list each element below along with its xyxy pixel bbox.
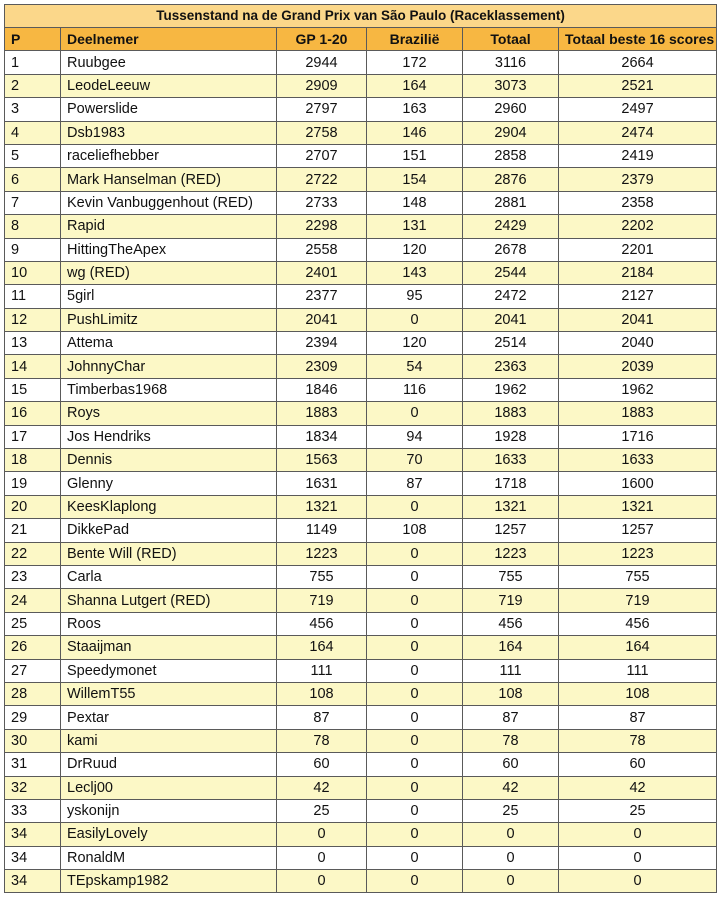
cell-best-16: 2041 [559,308,717,331]
header-position: P [5,28,61,51]
cell-best-16: 2127 [559,285,717,308]
cell-participant: TEpskamp1982 [61,870,277,893]
cell-total: 755 [463,565,559,588]
cell-total: 2544 [463,261,559,284]
cell-position: 14 [5,355,61,378]
cell-gp-1-20: 456 [277,612,367,635]
cell-position: 13 [5,332,61,355]
cell-position: 16 [5,402,61,425]
table-row [5,823,717,846]
cell-position: 26 [5,636,61,659]
header-participant: Deelnemer [61,28,277,51]
cell-total: 0 [463,846,559,869]
cell-total: 3116 [463,51,559,74]
cell-total: 42 [463,776,559,799]
cell-position: 1 [5,51,61,74]
cell-gp-1-20: 1563 [277,449,367,472]
cell-participant: LeodeLeeuw [61,74,277,97]
cell-position: 23 [5,565,61,588]
cell-gp-1-20: 1846 [277,378,367,401]
cell-participant: Staaijman [61,636,277,659]
cell-position: 29 [5,706,61,729]
table-row [5,191,717,214]
cell-position: 6 [5,168,61,191]
cell-gp-1-20: 2377 [277,285,367,308]
table-row [5,402,717,425]
cell-total: 0 [463,870,559,893]
cell-best-16: 456 [559,612,717,635]
cell-brazil: 0 [367,799,463,822]
cell-brazil: 0 [367,870,463,893]
table-row [5,636,717,659]
cell-best-16: 78 [559,729,717,752]
cell-participant: raceliefhebber [61,144,277,167]
cell-gp-1-20: 111 [277,659,367,682]
cell-best-16: 1716 [559,425,717,448]
cell-total: 1257 [463,519,559,542]
table-row [5,870,717,893]
cell-gp-1-20: 42 [277,776,367,799]
table-row [5,332,717,355]
cell-total: 87 [463,706,559,729]
cell-gp-1-20: 2909 [277,74,367,97]
table-row [5,706,717,729]
header-row [5,28,717,51]
cell-participant: HittingTheApex [61,238,277,261]
cell-brazil: 0 [367,659,463,682]
cell-brazil: 0 [367,402,463,425]
title-row [5,5,717,28]
cell-gp-1-20: 0 [277,870,367,893]
cell-best-16: 2379 [559,168,717,191]
cell-best-16: 108 [559,682,717,705]
cell-gp-1-20: 1631 [277,472,367,495]
table-row [5,168,717,191]
cell-brazil: 87 [367,472,463,495]
cell-best-16: 1633 [559,449,717,472]
cell-best-16: 2521 [559,74,717,97]
cell-participant: KeesKlaplong [61,495,277,518]
cell-total: 164 [463,636,559,659]
table-row [5,776,717,799]
cell-brazil: 0 [367,753,463,776]
cell-participant: RonaldM [61,846,277,869]
cell-brazil: 116 [367,378,463,401]
cell-position: 19 [5,472,61,495]
cell-position: 34 [5,823,61,846]
table-row [5,51,717,74]
cell-gp-1-20: 0 [277,846,367,869]
header-brazil: Brazilië [367,28,463,51]
table-row [5,753,717,776]
cell-brazil: 0 [367,589,463,612]
cell-participant: Speedymonet [61,659,277,682]
cell-gp-1-20: 2309 [277,355,367,378]
cell-brazil: 146 [367,121,463,144]
table-row [5,285,717,308]
cell-total: 1718 [463,472,559,495]
cell-brazil: 108 [367,519,463,542]
table-row [5,144,717,167]
cell-participant: Dsb1983 [61,121,277,144]
cell-best-16: 0 [559,823,717,846]
table-row [5,846,717,869]
cell-total: 2881 [463,191,559,214]
table-row [5,98,717,121]
table-row [5,449,717,472]
cell-brazil: 0 [367,565,463,588]
cell-participant: Ruubgee [61,51,277,74]
cell-brazil: 54 [367,355,463,378]
cell-participant: WillemT55 [61,682,277,705]
cell-position: 33 [5,799,61,822]
cell-brazil: 131 [367,215,463,238]
cell-total: 25 [463,799,559,822]
cell-participant: JohnnyChar [61,355,277,378]
cell-gp-1-20: 2394 [277,332,367,355]
standings-table [4,4,717,893]
cell-position: 27 [5,659,61,682]
cell-best-16: 111 [559,659,717,682]
cell-position: 21 [5,519,61,542]
cell-position: 30 [5,729,61,752]
cell-total: 2678 [463,238,559,261]
cell-brazil: 0 [367,682,463,705]
cell-best-16: 1223 [559,542,717,565]
cell-position: 8 [5,215,61,238]
cell-gp-1-20: 2758 [277,121,367,144]
cell-best-16: 164 [559,636,717,659]
cell-best-16: 1321 [559,495,717,518]
table-row [5,261,717,284]
cell-gp-1-20: 2797 [277,98,367,121]
cell-participant: DikkePad [61,519,277,542]
cell-total: 78 [463,729,559,752]
cell-best-16: 0 [559,870,717,893]
cell-participant: 5girl [61,285,277,308]
cell-position: 20 [5,495,61,518]
cell-gp-1-20: 2558 [277,238,367,261]
cell-position: 9 [5,238,61,261]
cell-position: 24 [5,589,61,612]
cell-brazil: 0 [367,542,463,565]
cell-brazil: 95 [367,285,463,308]
cell-total: 2472 [463,285,559,308]
cell-position: 5 [5,144,61,167]
cell-gp-1-20: 1149 [277,519,367,542]
cell-position: 2 [5,74,61,97]
cell-participant: Rapid [61,215,277,238]
table-row [5,799,717,822]
cell-total: 2960 [463,98,559,121]
cell-total: 2904 [463,121,559,144]
cell-gp-1-20: 164 [277,636,367,659]
cell-position: 18 [5,449,61,472]
cell-participant: Pextar [61,706,277,729]
cell-best-16: 2497 [559,98,717,121]
cell-total: 3073 [463,74,559,97]
cell-position: 17 [5,425,61,448]
cell-best-16: 25 [559,799,717,822]
cell-brazil: 0 [367,776,463,799]
cell-best-16: 2664 [559,51,717,74]
cell-total: 1633 [463,449,559,472]
cell-total: 60 [463,753,559,776]
cell-best-16: 755 [559,565,717,588]
cell-best-16: 1257 [559,519,717,542]
cell-best-16: 87 [559,706,717,729]
cell-gp-1-20: 2401 [277,261,367,284]
cell-best-16: 2202 [559,215,717,238]
cell-brazil: 0 [367,636,463,659]
header-total: Totaal [463,28,559,51]
cell-participant: Leclj00 [61,776,277,799]
table-row [5,612,717,635]
table-row [5,378,717,401]
header-best-16: Totaal beste 16 scores [559,28,717,51]
cell-gp-1-20: 1321 [277,495,367,518]
cell-total: 2514 [463,332,559,355]
cell-position: 12 [5,308,61,331]
header-gp-1-20: GP 1-20 [277,28,367,51]
cell-participant: Jos Hendriks [61,425,277,448]
cell-brazil: 172 [367,51,463,74]
table-row [5,472,717,495]
table-row [5,215,717,238]
cell-participant: yskonijn [61,799,277,822]
cell-brazil: 120 [367,332,463,355]
cell-participant: Attema [61,332,277,355]
cell-best-16: 42 [559,776,717,799]
cell-total: 456 [463,612,559,635]
table-row [5,565,717,588]
cell-position: 7 [5,191,61,214]
cell-total: 2041 [463,308,559,331]
cell-gp-1-20: 87 [277,706,367,729]
table-body [5,51,717,893]
cell-participant: Kevin Vanbuggenhout (RED) [61,191,277,214]
cell-participant: Glenny [61,472,277,495]
cell-total: 2876 [463,168,559,191]
cell-position: 3 [5,98,61,121]
cell-brazil: 0 [367,729,463,752]
table-row [5,425,717,448]
cell-gp-1-20: 719 [277,589,367,612]
cell-brazil: 151 [367,144,463,167]
table-row [5,355,717,378]
table-title: Tussenstand na de Grand Prix van São Paulo (Raceklassement) [5,5,717,28]
cell-brazil: 70 [367,449,463,472]
table-row [5,121,717,144]
cell-brazil: 0 [367,308,463,331]
cell-brazil: 0 [367,495,463,518]
cell-position: 25 [5,612,61,635]
cell-position: 22 [5,542,61,565]
cell-participant: wg (RED) [61,261,277,284]
cell-participant: Dennis [61,449,277,472]
cell-position: 11 [5,285,61,308]
cell-brazil: 0 [367,823,463,846]
cell-gp-1-20: 1883 [277,402,367,425]
cell-best-16: 2040 [559,332,717,355]
table-row [5,495,717,518]
cell-position: 34 [5,846,61,869]
cell-total: 1962 [463,378,559,401]
cell-gp-1-20: 2722 [277,168,367,191]
cell-best-16: 2419 [559,144,717,167]
table-row [5,729,717,752]
cell-total: 719 [463,589,559,612]
cell-participant: PushLimitz [61,308,277,331]
cell-total: 1321 [463,495,559,518]
cell-best-16: 2201 [559,238,717,261]
cell-participant: Powerslide [61,98,277,121]
cell-best-16: 60 [559,753,717,776]
cell-brazil: 94 [367,425,463,448]
cell-total: 1223 [463,542,559,565]
cell-gp-1-20: 60 [277,753,367,776]
cell-gp-1-20: 2944 [277,51,367,74]
cell-participant: Shanna Lutgert (RED) [61,589,277,612]
cell-gp-1-20: 1834 [277,425,367,448]
cell-participant: Bente Will (RED) [61,542,277,565]
cell-participant: Timberbas1968 [61,378,277,401]
cell-participant: Mark Hanselman (RED) [61,168,277,191]
cell-total: 2363 [463,355,559,378]
cell-best-16: 1600 [559,472,717,495]
table-row [5,519,717,542]
table-row [5,682,717,705]
cell-total: 2429 [463,215,559,238]
cell-participant: Roos [61,612,277,635]
table-row [5,308,717,331]
cell-position: 28 [5,682,61,705]
cell-best-16: 2474 [559,121,717,144]
cell-position: 15 [5,378,61,401]
cell-brazil: 164 [367,74,463,97]
cell-brazil: 163 [367,98,463,121]
cell-total: 111 [463,659,559,682]
cell-brazil: 0 [367,706,463,729]
cell-position: 32 [5,776,61,799]
cell-total: 1883 [463,402,559,425]
cell-position: 31 [5,753,61,776]
cell-brazil: 148 [367,191,463,214]
cell-gp-1-20: 2733 [277,191,367,214]
cell-brazil: 120 [367,238,463,261]
cell-best-16: 2039 [559,355,717,378]
cell-position: 4 [5,121,61,144]
cell-gp-1-20: 1223 [277,542,367,565]
cell-best-16: 2358 [559,191,717,214]
cell-gp-1-20: 78 [277,729,367,752]
cell-gp-1-20: 755 [277,565,367,588]
cell-position: 10 [5,261,61,284]
table-row [5,238,717,261]
cell-total: 0 [463,823,559,846]
cell-total: 108 [463,682,559,705]
cell-total: 2858 [463,144,559,167]
cell-best-16: 2184 [559,261,717,284]
cell-best-16: 1962 [559,378,717,401]
cell-best-16: 1883 [559,402,717,425]
cell-brazil: 0 [367,846,463,869]
cell-brazil: 143 [367,261,463,284]
table-row [5,659,717,682]
cell-participant: Roys [61,402,277,425]
cell-gp-1-20: 2707 [277,144,367,167]
cell-participant: DrRuud [61,753,277,776]
cell-gp-1-20: 2298 [277,215,367,238]
cell-total: 1928 [463,425,559,448]
cell-best-16: 719 [559,589,717,612]
cell-position: 34 [5,870,61,893]
cell-gp-1-20: 0 [277,823,367,846]
cell-participant: Carla [61,565,277,588]
table-row [5,542,717,565]
cell-participant: EasilyLovely [61,823,277,846]
table-row [5,589,717,612]
cell-gp-1-20: 25 [277,799,367,822]
cell-gp-1-20: 2041 [277,308,367,331]
cell-best-16: 0 [559,846,717,869]
cell-participant: kami [61,729,277,752]
table-row [5,74,717,97]
cell-gp-1-20: 108 [277,682,367,705]
cell-brazil: 154 [367,168,463,191]
cell-brazil: 0 [367,612,463,635]
